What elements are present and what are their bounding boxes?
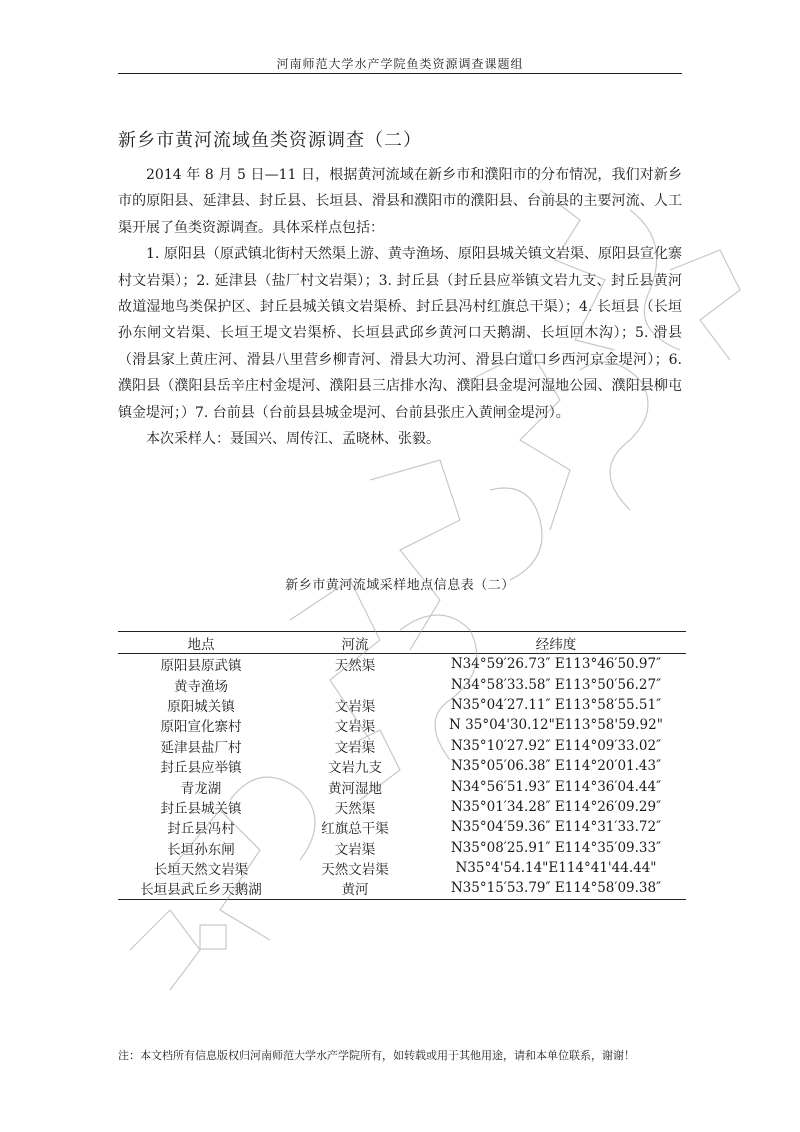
cell-coordinates: N35°04′27.11″ E113°58′55.51″ <box>450 696 662 713</box>
cell-river: 黄河湿地 <box>328 780 382 797</box>
copyright-footer: 注：本文档所有信息版权归河南师范大学水产学院所有，如转载或用于其他用途，请和本单位联系，谢谢！ <box>118 1049 635 1062</box>
table-row <box>118 736 686 756</box>
cell-coordinates: N35°10′27.92″ E114°09′33.02″ <box>450 737 662 754</box>
cell-coordinates: N35°04′59.36″ E114°31′33.72″ <box>450 819 662 836</box>
table-row <box>118 654 686 675</box>
cell-location: 青龙湖 <box>180 780 222 797</box>
sampling-site-table-container <box>118 631 686 900</box>
cell-coordinates: N35°05′06.38″ E114°20′01.43″ <box>450 758 662 775</box>
intro-paragraph: 2014 年 8 月 5 日—11 日，根据黄河流域在新乡市和濮阳市的分布情况，我们对新乡市的原阳县、延津县、封丘县、长垣县、滑县和濮阳市的濮阳县、台前县的主要河流、人工渠开展了鱼类资源调查。具体采样点包括： <box>118 167 682 236</box>
header-coordinates: 经纬度 <box>535 636 577 653</box>
cell-coordinates: N34°58′33.58″ E113°50′56.27″ <box>450 676 662 693</box>
table-header-row <box>118 632 686 654</box>
cell-location: 长垣县武丘乡天鹅湖 <box>140 882 262 899</box>
cell-river: 天然渠 <box>334 800 376 817</box>
table-row <box>118 756 686 776</box>
cell-river <box>284 674 426 694</box>
cell-river: 文岩渠 <box>334 841 376 858</box>
cell-location: 原阳县原武镇 <box>160 658 242 675</box>
table-row <box>118 674 686 694</box>
samplers-paragraph: 本次采样人：聂国兴、周传江、孟晓林、张毅。 <box>146 431 440 448</box>
header-river: 河流 <box>341 636 369 653</box>
cell-river: 天然渠 <box>334 658 376 675</box>
cell-coordinates: N34°56′51.93″ E114°36′04.44″ <box>450 778 662 795</box>
cell-location: 长垣孙东闸 <box>167 841 235 858</box>
table-row <box>118 817 686 837</box>
cell-location: 黄寺渔场 <box>174 678 228 695</box>
cell-river: 文岩渠 <box>334 739 376 756</box>
table-row <box>118 695 686 715</box>
table-row <box>118 776 686 796</box>
header-rule <box>118 73 682 74</box>
cell-coordinates: N35°15′53.79″ E114°58′09.38″ <box>450 880 662 897</box>
cell-location: 延津县盐厂村 <box>160 739 242 756</box>
table-row <box>118 715 686 735</box>
cell-location: 封丘县应举镇 <box>160 760 242 777</box>
cell-river: 文岩渠 <box>334 698 376 715</box>
cell-coordinates: N35°01′34.28″ E114°26′09.29″ <box>450 798 662 815</box>
sampling-site-table <box>118 631 686 900</box>
cell-location: 长垣天然文岩渠 <box>153 862 249 879</box>
cell-river: 红旗总干渠 <box>321 821 389 838</box>
cell-river: 文岩九支 <box>328 760 382 777</box>
cell-coordinates: N34°59′26.73″ E113°46′50.97″ <box>450 656 662 673</box>
cell-river: 天然文岩渠 <box>321 862 389 879</box>
cell-river: 文岩渠 <box>334 719 376 736</box>
cell-location: 原阳城关镇 <box>167 698 235 715</box>
table-row <box>118 858 686 878</box>
cell-river: 黄河 <box>341 882 369 899</box>
cell-coordinates: N35°08′25.91″ E114°35′09.33″ <box>450 839 662 856</box>
cell-coordinates: N 35°04'30.12"E113°58'59.92" <box>449 717 663 734</box>
table-caption: 新乡市黄河流域采样地点信息表（二） <box>285 578 515 593</box>
page-header: 河南师范大学水产学院鱼类资源调查课题组 <box>276 57 524 71</box>
header-location: 地点 <box>187 636 215 653</box>
cell-coordinates: N35°4'54.14"E114°41'44.44" <box>455 860 657 877</box>
table-row <box>118 878 686 899</box>
cell-location: 封丘县冯村 <box>167 821 235 838</box>
cell-location: 原阳宣化寨村 <box>160 719 242 736</box>
sampling-sites-paragraph: 1. 原阳县（原武镇北街村天然渠上游、黄寺渔场、原阳县城关镇文岩渠、原阳县宣化寨村文岩渠）；2. 延津县（盐厂村文岩渠）；3. 封丘县（封丘县应举镇文岩九支、封丘县黄河故道湿地鸟类保护区、封丘县城关镇文岩渠桥、封丘县冯村红旗总干渠）；4. 长垣县（长垣孙东闸文岩渠、长垣王堤文岩渠桥、长垣县武邱乡黄河口天鹅湖、长垣回木沟）；5. 滑县（滑县家上黄庄河、滑县八里营乡柳青河、滑县大功河、滑县白道口乡西河京金堤河）；6. 濮阳县（濮阳县岳辛庄村金堤河、濮阳县三店排水沟、濮阳县金堤河湿地公园、濮阳县柳屯镇金堤河；）7. 台前县（台前县县城金堤河、台前县张庄入黄闸金堤河）。 <box>118 246 682 421</box>
table-row <box>118 797 686 817</box>
cell-location: 封丘县城关镇 <box>160 800 242 817</box>
table-row <box>118 838 686 858</box>
document-title: 新乡市黄河流域鱼类资源调查（二） <box>118 130 422 151</box>
body-text <box>118 162 682 452</box>
